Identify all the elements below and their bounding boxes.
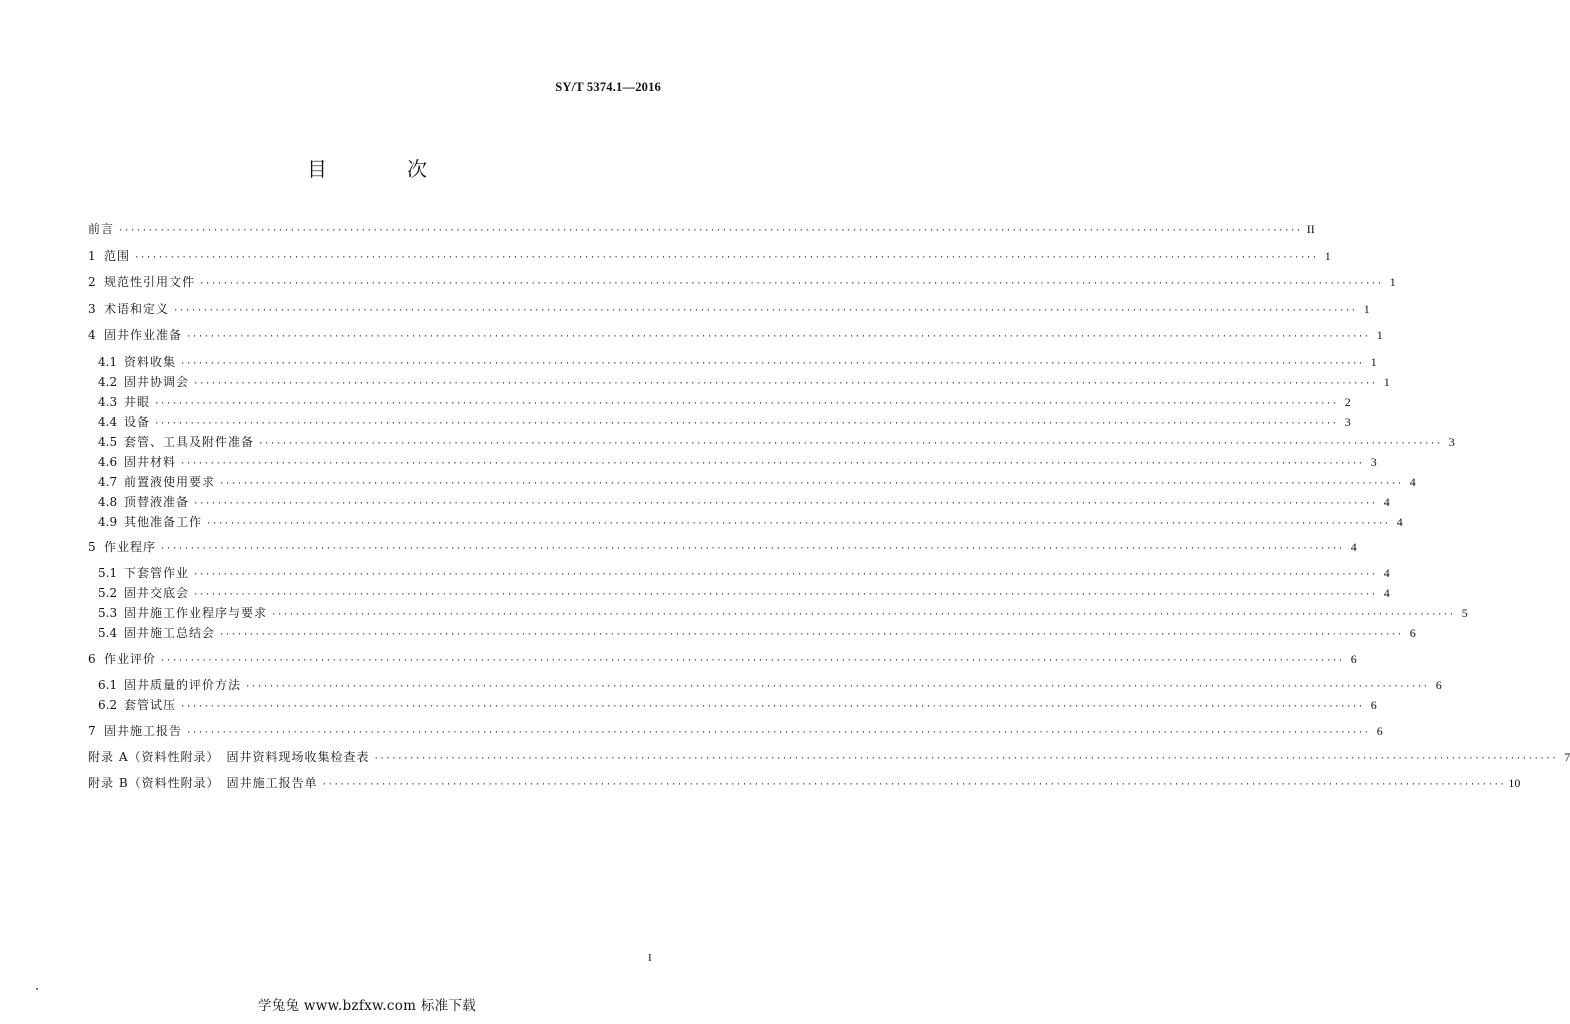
toc-entry[interactable] bbox=[88, 538, 1357, 556]
toc-dot-leader: ········································································································································································································ bbox=[219, 630, 1403, 640]
toc-entry-label: 套管、工具及附件准备 bbox=[124, 435, 255, 449]
toc-entry[interactable] bbox=[98, 696, 1377, 714]
toc-entry-page: 1 bbox=[1389, 275, 1396, 289]
toc-entry-page: 7 bbox=[1564, 750, 1570, 764]
toc-dot-leader: ········································································································································································································ bbox=[134, 253, 1318, 263]
toc-entry-number: 6 bbox=[88, 652, 96, 666]
toc-entry-page: 6 bbox=[1376, 724, 1383, 738]
toc-entry-page: 4 bbox=[1396, 515, 1403, 529]
toc-entry-label: 范围 bbox=[104, 249, 131, 263]
toc-dot-leader: ········································································································································································································ bbox=[160, 656, 1344, 666]
toc-entry[interactable] bbox=[98, 373, 1390, 391]
toc-entry-page: 6 bbox=[1409, 626, 1416, 640]
toc-entry[interactable] bbox=[98, 353, 1377, 371]
toc-entry-label: 顶替液准备 bbox=[124, 495, 190, 509]
toc-dot-leader: ········································································································································································································ bbox=[219, 479, 1403, 489]
toc-dot-leader: ········································································································································································································ bbox=[186, 332, 1370, 342]
toc-entry[interactable] bbox=[88, 650, 1357, 668]
toc-dot-leader: ········································································································································································································ bbox=[186, 728, 1370, 738]
toc-dot-leader: ········································································································································································································ bbox=[193, 499, 1377, 509]
toc-entry-label: 附录 A（资料性附录） 固井资料现场收集检查表 bbox=[88, 750, 370, 764]
standard-code: SY/T 5374.1—2016 bbox=[555, 80, 661, 94]
toc-dot-leader: ········································································································································································································ bbox=[154, 419, 1338, 429]
toc-entry-page: 1 bbox=[1324, 249, 1331, 263]
toc-dot-leader: ········································································································································································································ bbox=[258, 439, 1442, 449]
toc-entry-label: 作业评价 bbox=[104, 652, 157, 666]
toc-entry-number: 7 bbox=[88, 724, 96, 738]
toc-entry-label: 作业程序 bbox=[104, 540, 157, 554]
toc-dot-leader: ········································································································································································································ bbox=[193, 379, 1377, 389]
toc-entry-label: 固井协调会 bbox=[124, 375, 190, 389]
toc-entry[interactable] bbox=[98, 584, 1390, 602]
toc-entry-page: 4 bbox=[1383, 495, 1390, 509]
toc-dot-leader: ········································································································································································································ bbox=[180, 459, 1364, 469]
toc-entry-label: 附录 B（资料性附录） 固井施工报告单 bbox=[88, 776, 318, 790]
toc-entry[interactable] bbox=[98, 604, 1468, 622]
toc-entry[interactable] bbox=[88, 326, 1383, 344]
toc-entry-label: 固井施工报告 bbox=[104, 724, 183, 738]
toc-entry-number: 4.7 bbox=[98, 475, 118, 489]
toc-dot-leader: ········································································································································································································ bbox=[118, 226, 1302, 236]
scan-speck bbox=[36, 988, 38, 990]
toc-dot-leader: ········································································································································································································ bbox=[193, 570, 1377, 580]
toc-entry-number: 4 bbox=[88, 328, 96, 342]
toc-entry-page: 3 bbox=[1448, 435, 1455, 449]
toc-entry-number: 6.1 bbox=[98, 678, 118, 692]
toc-entry-page: 5 bbox=[1461, 606, 1468, 620]
toc-entry-number: 3 bbox=[88, 302, 96, 316]
toc-dot-leader: ········································································································································································································ bbox=[173, 306, 1357, 316]
toc-entry-page: 1 bbox=[1376, 328, 1383, 342]
toc-entry-page: 6 bbox=[1435, 678, 1442, 692]
toc-entry-label: 固井施工总结会 bbox=[124, 626, 216, 640]
toc-dot-leader: ········································································································································································································ bbox=[180, 702, 1364, 712]
toc-entry[interactable] bbox=[98, 513, 1403, 531]
toc-entry[interactable] bbox=[98, 453, 1377, 471]
toc-entry-page: 6 bbox=[1370, 698, 1377, 712]
toc-entry-number: 5.2 bbox=[98, 586, 118, 600]
toc-entry-page: 10 bbox=[1508, 776, 1521, 790]
toc-entry-page: 4 bbox=[1383, 566, 1390, 580]
toc-dot-leader: ········································································································································································································ bbox=[199, 279, 1383, 289]
toc-entry-number: 5.3 bbox=[98, 606, 118, 620]
page-number: I bbox=[648, 952, 652, 964]
toc-entry-label: 井眼 bbox=[124, 395, 151, 409]
toc-entry-label: 固井作业准备 bbox=[104, 328, 183, 342]
toc-entry-page: 3 bbox=[1370, 455, 1377, 469]
toc-entry[interactable] bbox=[88, 748, 1570, 766]
toc-dot-leader: ········································································································································································································ bbox=[193, 590, 1377, 600]
toc-entry-label: 固井材料 bbox=[124, 455, 177, 469]
toc-entry[interactable] bbox=[88, 273, 1396, 291]
toc-entry-number: 4.5 bbox=[98, 435, 118, 449]
toc-entry-number: 5.1 bbox=[98, 566, 118, 580]
toc-entry-label: 设备 bbox=[124, 415, 151, 429]
toc-entry[interactable] bbox=[98, 473, 1416, 491]
toc-entry[interactable] bbox=[98, 493, 1390, 511]
toc-entry-number: 4.2 bbox=[98, 375, 118, 389]
toc-entry[interactable] bbox=[98, 676, 1442, 694]
toc-dot-leader: ········································································································································································································ bbox=[206, 519, 1390, 529]
toc-entry-label: 规范性引用文件 bbox=[104, 275, 196, 289]
toc-entry-label: 下套管作业 bbox=[124, 566, 190, 580]
toc-entry-page: 6 bbox=[1350, 652, 1357, 666]
toc-dot-leader: ········································································································································································································ bbox=[271, 610, 1455, 620]
toc-entry-number: 2 bbox=[88, 275, 96, 289]
toc-entry-label: 前置液使用要求 bbox=[124, 475, 216, 489]
toc-dot-leader: ········································································································································································································ bbox=[373, 754, 1558, 764]
toc-entry-page: 4 bbox=[1383, 586, 1390, 600]
toc-dot-leader: ········································································································································································································ bbox=[160, 544, 1344, 554]
toc-entry-label: 固井交底会 bbox=[124, 586, 190, 600]
toc-entry-number: 4.6 bbox=[98, 455, 118, 469]
toc-dot-leader: ········································································································································································································ bbox=[321, 780, 1506, 790]
toc-entry[interactable] bbox=[88, 247, 1331, 265]
toc-dot-leader: ········································································································································································································ bbox=[245, 682, 1429, 692]
footer-watermark: 学兔兔 www.bzfxw.com 标准下载 bbox=[257, 998, 477, 1014]
page-title: 目 次 bbox=[307, 157, 457, 181]
toc-entry-label: 其他准备工作 bbox=[124, 515, 203, 529]
toc-entry-page: 2 bbox=[1344, 395, 1351, 409]
toc-entry[interactable] bbox=[88, 300, 1370, 318]
toc-entry-number: 4.3 bbox=[98, 395, 118, 409]
toc-entry[interactable] bbox=[98, 433, 1455, 451]
toc-entry-page: 3 bbox=[1344, 415, 1351, 429]
toc-entry-number: 4.4 bbox=[98, 415, 118, 429]
toc-entry-label: 前言 bbox=[88, 222, 115, 236]
toc-entry[interactable] bbox=[98, 624, 1416, 642]
toc-entry-label: 术语和定义 bbox=[104, 302, 170, 316]
toc-entry-number: 5 bbox=[88, 540, 96, 554]
toc-entry-number: 4.9 bbox=[98, 515, 118, 529]
toc-entry-page: II bbox=[1306, 222, 1315, 236]
toc-entry-page: 4 bbox=[1409, 475, 1416, 489]
toc-entry-label: 固井施工作业程序与要求 bbox=[124, 606, 268, 620]
toc-dot-leader: ········································································································································································································ bbox=[154, 399, 1338, 409]
toc-entry-number: 5.4 bbox=[98, 626, 118, 640]
toc-entry-number: 4.8 bbox=[98, 495, 118, 509]
toc-entry-number: 6.2 bbox=[98, 698, 118, 712]
toc-entry[interactable] bbox=[88, 774, 1521, 792]
toc-dot-leader: ········································································································································································································ bbox=[180, 359, 1364, 369]
toc-entry[interactable] bbox=[98, 393, 1351, 411]
toc-entry[interactable] bbox=[98, 564, 1390, 582]
toc-entry[interactable] bbox=[88, 722, 1383, 740]
toc-entry-page: 1 bbox=[1383, 375, 1390, 389]
toc-entry-label: 套管试压 bbox=[124, 698, 177, 712]
toc-entry-number: 1 bbox=[88, 249, 96, 263]
toc-entry-page: 4 bbox=[1350, 540, 1357, 554]
toc-entry[interactable] bbox=[88, 220, 1315, 238]
toc-entry-page: 1 bbox=[1363, 302, 1370, 316]
toc-entry[interactable] bbox=[98, 413, 1351, 431]
toc-entry-label: 固井质量的评价方法 bbox=[124, 678, 242, 692]
toc-entry-page: 1 bbox=[1370, 355, 1377, 369]
toc-entry-label: 资料收集 bbox=[124, 355, 177, 369]
toc-entry-number: 4.1 bbox=[98, 355, 118, 369]
